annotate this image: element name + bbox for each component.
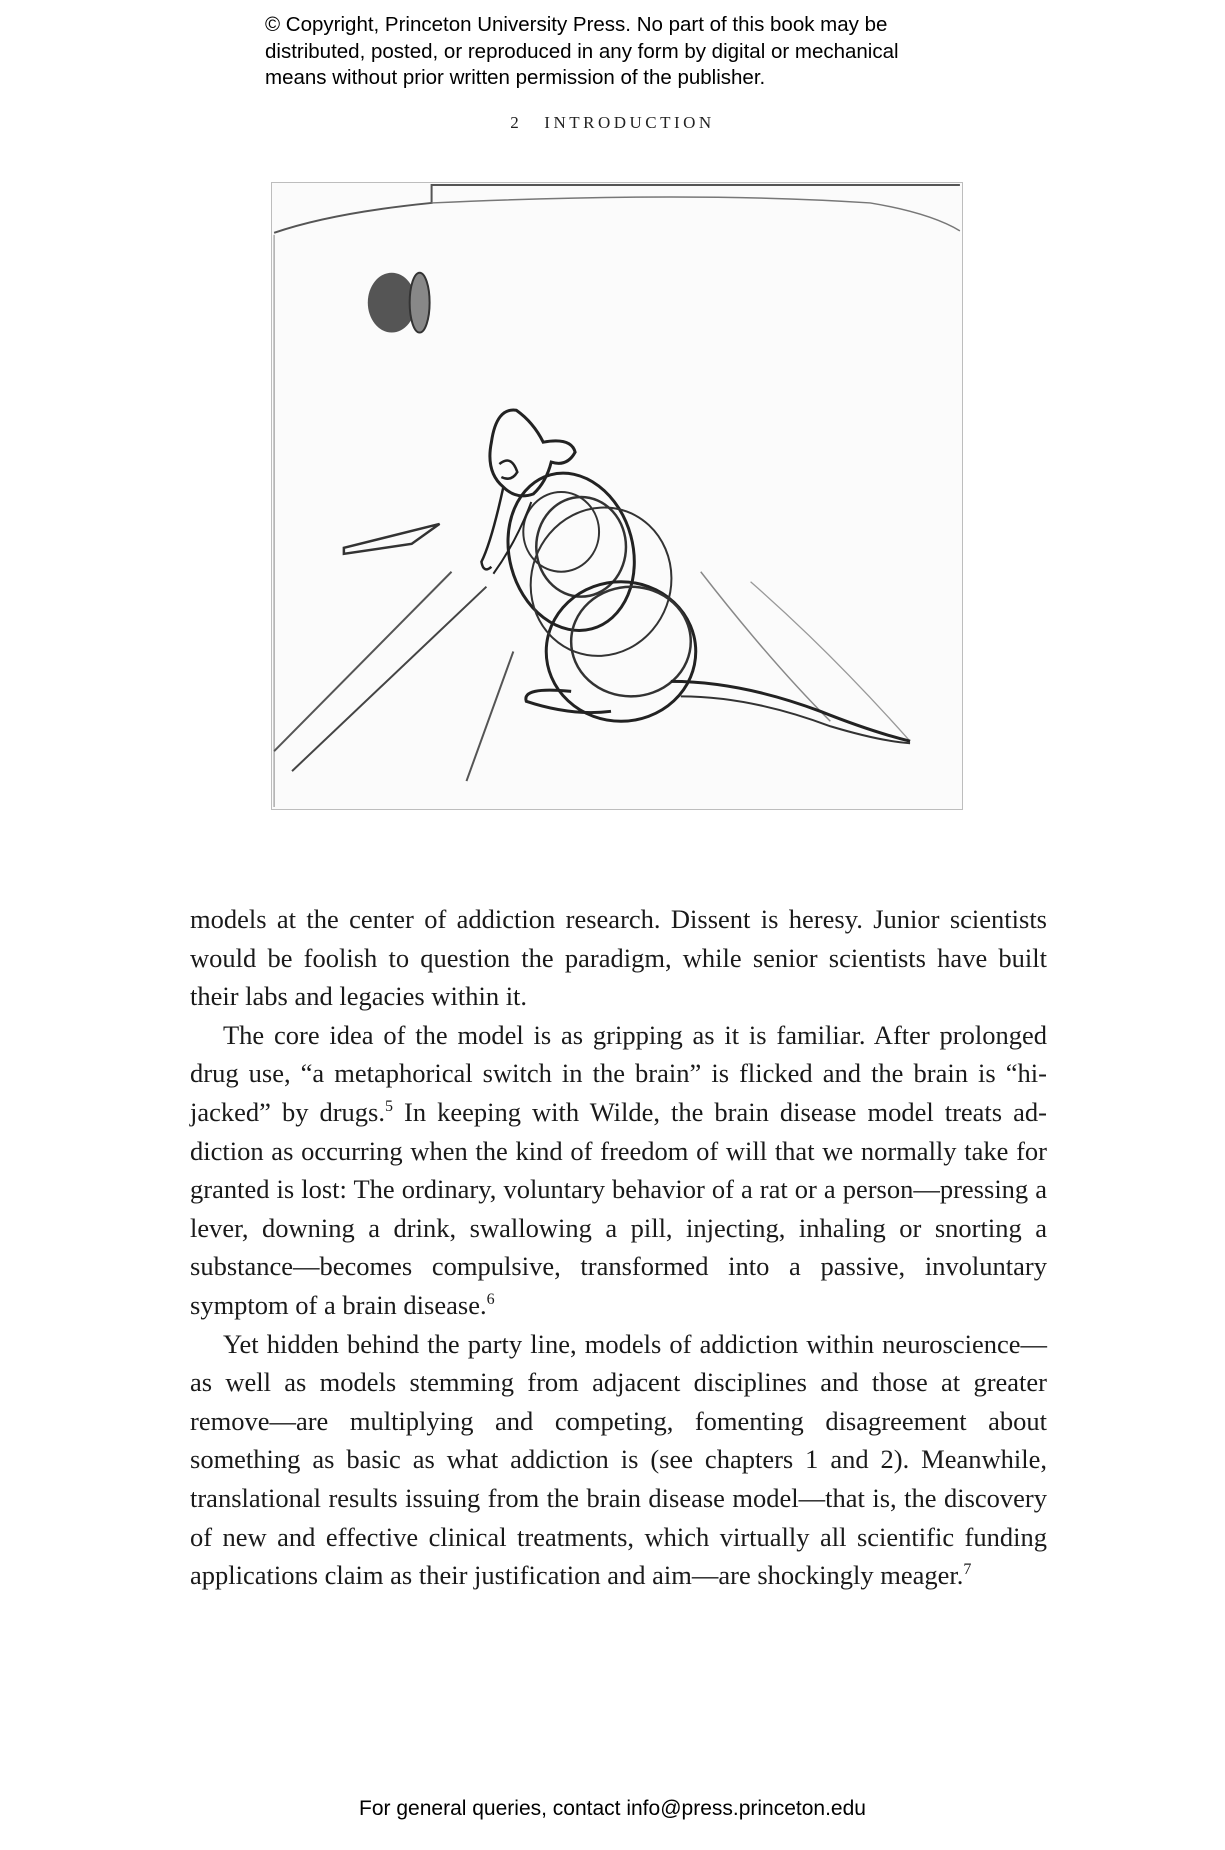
footnote-ref-7: 7: [963, 1561, 972, 1579]
paragraph-2-text-a: The core idea of the model is as gripping as it is familiar. After prolonged drug use, “a metaphorical switch in the brain” is flicked and the brain is “hijacked” by drugs.: [190, 1019, 1047, 1127]
copyright-line-2: distributed, posted, or reproduced in any form by digital or mechanical: [265, 39, 899, 63]
page-number: 2: [510, 113, 523, 132]
footnote-ref-6: 6: [486, 1291, 495, 1309]
paragraph-3-text: Yet hidden behind the party line, models of addiction within neuroscience—as well as models stemming from adjacent disciplines and those at greater remove—are multiplying and competing, fomenting disagreement about something as basic as what addiction is (see chapters 1 and 2). Meanwhile, translational results issuing from the brain disease model—that is, the discovery of new and effective clinical treatments, which virtually all scientific funding applications claim as their justification and aim—are shockingly meager.: [190, 1328, 1047, 1591]
footnote-ref-5: 5: [384, 1098, 393, 1116]
copyright-line-1: © Copyright, Princeton University Press. No part of this book may be: [265, 13, 888, 36]
running-head-title: INTRODUCTION: [544, 113, 715, 132]
rat-in-operant-chamber-sketch-icon: [272, 183, 962, 809]
paragraph-2-text-b: In keeping with Wilde, the brain disease model treats addiction as occurring when the kind of freedom of will that we normally take for granted is lost: The ordinary, voluntary behavior of a rat or a person—pressing a lever, downing a drink, swallowing a pill, injecting, inhaling or snorting a substance—becomes compulsive, transformed into a passive, involuntary symptom of a brain disease.: [190, 1096, 1047, 1320]
running-head: [0, 113, 1225, 133]
paragraph-2: [190, 1016, 1047, 1325]
body-text: [190, 900, 1047, 1595]
copyright-line-3: means without prior written permission of the publisher.: [265, 66, 766, 89]
figure-rat-sketch: [271, 182, 963, 810]
paragraph-1: models at the center of addiction research. Dissent is heresy. Junior scientists would be foolish to question the paradigm, while senior scientists have built their labs and legacies within it.: [190, 904, 1047, 1012]
footer-contact: For general queries, contact info@press.princeton.edu: [359, 1797, 866, 1820]
copyright-notice: [265, 12, 1025, 92]
paragraph-3: [190, 1325, 1047, 1595]
